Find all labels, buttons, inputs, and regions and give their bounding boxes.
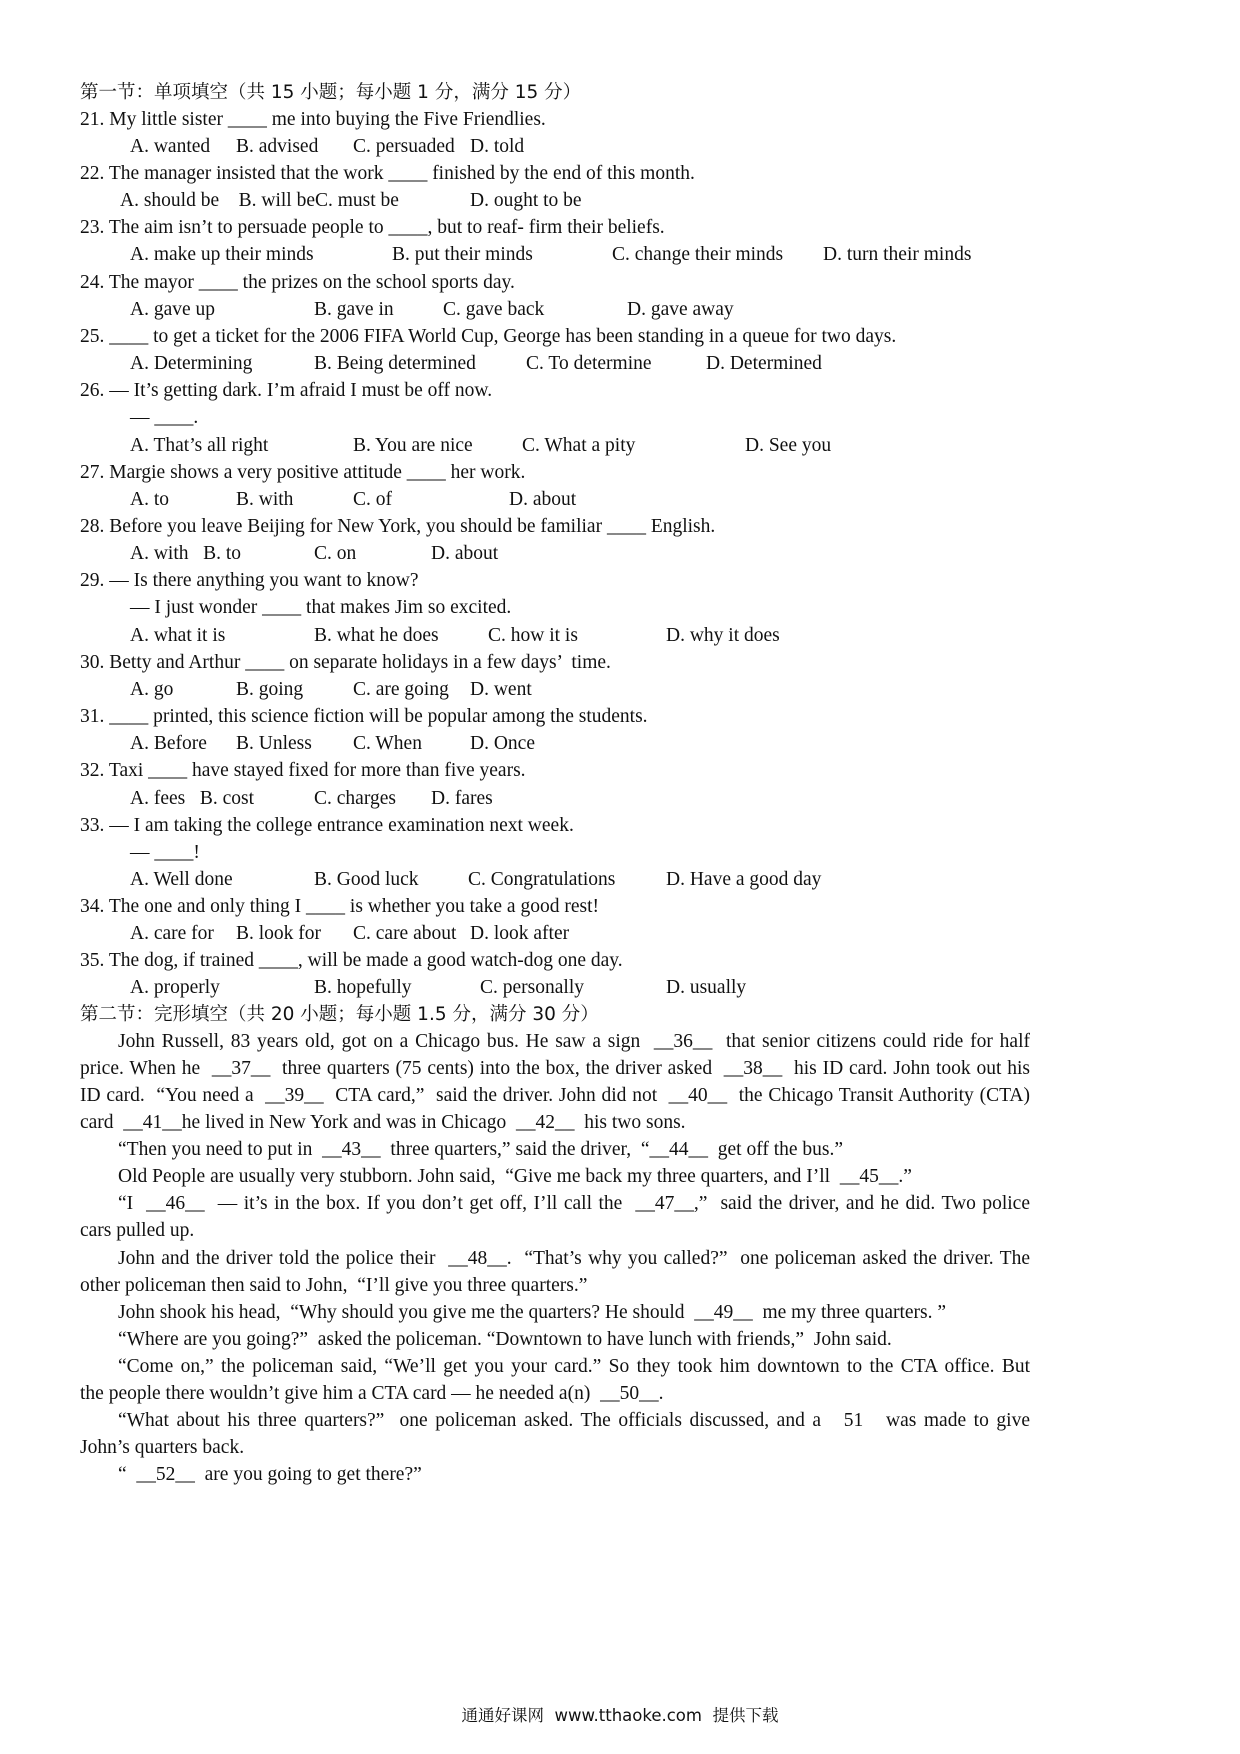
q34-option-d: D. look after <box>470 923 570 944</box>
q25-option-a: A. Determining <box>130 353 253 374</box>
section2-heading: 第二节：完形填空（共 20 小题；每小题 1.5 分，满分 30 分） <box>80 1004 599 1025</box>
passage-line: John Russell, 83 years old, got on a Chicago bus. He saw a sign __36__ that senior citizens could ride for half <box>118 1031 1030 1052</box>
q24-option-a: A. gave up <box>130 299 216 320</box>
q33-reply: — ____! <box>130 842 200 863</box>
q28-options-ab: A. with B. to <box>130 543 242 564</box>
q26-option-c: C. What a pity <box>522 435 636 456</box>
q25-stem: 25. ____ to get a ticket for the 2006 FIFA World Cup, George has been standing in a queue for two days. <box>80 326 897 347</box>
q25-option-b: B. Being determined <box>314 353 476 374</box>
q27-option-d: D. about <box>509 489 577 510</box>
passage-line: “Then you need to put in __43__ three quarters,” said the driver, “__44__ get off the bus.” <box>118 1139 844 1160</box>
q25-option-c: C. To determine <box>526 353 652 374</box>
q24-option-b: B. gave in <box>314 299 394 320</box>
q21-option-b: B. advised <box>236 136 319 157</box>
passage-line: the people there wouldn’t give him a CTA card — he needed a(n) __50__. <box>80 1383 664 1404</box>
q22-option-d: D. ought to be <box>470 190 582 211</box>
q29-option-c: C. how it is <box>488 625 578 646</box>
q34-stem: 34. The one and only thing I ____ is whether you take a good rest! <box>80 896 599 917</box>
q23-stem: 23. The aim isn’t to persuade people to ____, but to reaf- firm their beliefs. <box>80 217 665 238</box>
q24-stem: 24. The mayor ____ the prizes on the school sports day. <box>80 272 515 293</box>
q28-stem: 28. Before you leave Beijing for New York, you should be familiar ____ English. <box>80 516 716 537</box>
q30-option-b: B. going <box>236 679 304 700</box>
q28-option-d: D. about <box>431 543 499 564</box>
q23-option-a: A. make up their minds <box>130 244 314 265</box>
q33-option-a: A. Well done <box>130 869 233 890</box>
q27-option-a: A. to <box>130 489 169 510</box>
q30-option-d: D. went <box>470 679 532 700</box>
q33-option-d: D. Have a good day <box>666 869 822 890</box>
q23-option-c: C. change their minds <box>612 244 784 265</box>
q29-stem: 29. — Is there anything you want to know? <box>80 570 419 591</box>
q22-options-abc: A. should be B. will beC. must be <box>120 190 399 211</box>
passage-line: “Come on,” the policeman said, “We’ll get you your card.” So they took him downtown to the CTA office. But <box>118 1356 1030 1377</box>
footer-credit: 通通好课网 www.tthaoke.com 提供下载 <box>461 1706 779 1725</box>
passage-line: ID card. “You need a __39__ CTA card,” said the driver. John did not __40__ the Chicago Transit Authority (CTA) <box>80 1085 1030 1106</box>
q26-stem: 26. — It’s getting dark. I’m afraid I must be off now. <box>80 380 493 401</box>
passage-line: card __41__he lived in New York and was in Chicago __42__ his two sons. <box>80 1112 686 1133</box>
q27-stem: 27. Margie shows a very positive attitude ____ her work. <box>80 462 526 483</box>
q31-option-b: B. Unless <box>236 733 312 754</box>
q31-option-d: D. Once <box>470 733 535 754</box>
q30-option-a: A. go <box>130 679 174 700</box>
q33-option-b: B. Good luck <box>314 869 419 890</box>
q30-stem: 30. Betty and Arthur ____ on separate holidays in a few days’ time. <box>80 652 611 673</box>
q30-option-c: C. are going <box>353 679 449 700</box>
q26-option-b: B. You are nice <box>353 435 473 456</box>
q35-option-d: D. usually <box>666 977 747 998</box>
q22-stem: 22. The manager insisted that the work ____ finished by the end of this month. <box>80 163 695 184</box>
q35-stem: 35. The dog, if trained ____, will be made a good watch-dog one day. <box>80 950 623 971</box>
passage-line: John and the driver told the police their __48__. “That’s why you called?” one policeman asked the driver. The <box>118 1248 1030 1269</box>
q21-option-a: A. wanted <box>130 136 211 157</box>
q32-options-ab: A. fees B. cost <box>130 788 255 809</box>
q31-stem: 31. ____ printed, this science fiction will be popular among the students. <box>80 706 648 727</box>
q29-reply: — I just wonder ____ that makes Jim so excited. <box>130 597 512 618</box>
q35-option-b: B. hopefully <box>314 977 412 998</box>
q33-option-c: C. Congratulations <box>468 869 616 890</box>
q31-option-a: A. Before <box>130 733 207 754</box>
q32-option-d: D. fares <box>431 788 493 809</box>
q23-option-d: D. turn their minds <box>823 244 972 265</box>
q21-option-c: C. persuaded <box>353 136 455 157</box>
q24-option-c: C. gave back <box>443 299 545 320</box>
q34-option-c: C. care about <box>353 923 457 944</box>
q34-option-b: B. look for <box>236 923 322 944</box>
q29-option-b: B. what he does <box>314 625 439 646</box>
q31-option-c: C. When <box>353 733 422 754</box>
q21-option-d: D. told <box>470 136 525 157</box>
q35-option-a: A. properly <box>130 977 220 998</box>
q27-option-c: C. of <box>353 489 392 510</box>
q29-option-a: A. what it is <box>130 625 226 646</box>
q23-option-b: B. put their minds <box>392 244 533 265</box>
q26-reply: — ____. <box>130 407 199 428</box>
q24-option-d: D. gave away <box>627 299 734 320</box>
q27-option-b: B. with <box>236 489 294 510</box>
passage-line: Old People are usually very stubborn. John said, “Give me back my three quarters, and I’ll __45__.” <box>118 1166 912 1187</box>
q25-option-d: D. Determined <box>706 353 822 374</box>
passage-line: “ __52__ are you going to get there?” <box>118 1464 422 1485</box>
q29-option-d: D. why it does <box>666 625 780 646</box>
q21-stem: 21. My little sister ____ me into buying the Five Friendlies. <box>80 109 546 130</box>
passage-line: price. When he __37__ three quarters (75 cents) into the box, the driver asked __38__ his ID card. John took out his <box>80 1058 1030 1079</box>
q32-stem: 32. Taxi ____ have stayed fixed for more than five years. <box>80 760 526 781</box>
q35-option-c: C. personally <box>480 977 584 998</box>
passage-line: John’s quarters back. <box>80 1437 245 1458</box>
passage-line: John shook his head, “Why should you give me the quarters? He should __49__ me my three quarters. ” <box>118 1302 947 1323</box>
q28-option-c: C. on <box>314 543 357 564</box>
passage-line: other policeman then said to John, “I’ll give you three quarters.” <box>80 1275 588 1296</box>
passage-line: “I __46__ — it’s in the box. If you don’t get off, I’ll call the __47__,” said the driver, and he did. Two police <box>118 1193 1030 1214</box>
section1-heading: 第一节：单项填空（共 15 小题；每小题 1 分，满分 15 分） <box>80 82 582 103</box>
q26-option-d: D. See you <box>745 435 832 456</box>
passage-line: “What about his three quarters?” one policeman asked. The officials discussed, and a 51 was made to give <box>118 1410 1030 1431</box>
q26-option-a: A. That’s all right <box>130 435 269 456</box>
q34-option-a: A. care for <box>130 923 214 944</box>
passage-line: cars pulled up. <box>80 1220 195 1241</box>
q33-stem: 33. — I am taking the college entrance examination next week. <box>80 815 574 836</box>
q32-option-c: C. charges <box>314 788 396 809</box>
passage-line: “Where are you going?” asked the policeman. “Downtown to have lunch with friends,” John said. <box>118 1329 892 1350</box>
